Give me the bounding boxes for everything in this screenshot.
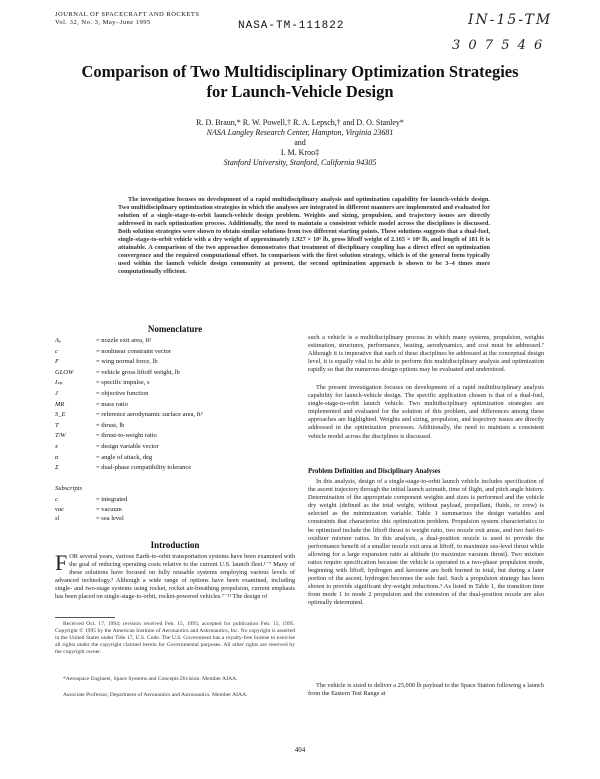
nomenclature-definition: = mass ratio	[96, 400, 128, 408]
right-paragraph-4: The vehicle is sized to deliver a 25,000 lb payload to the Space Station following a launch from the Eastern Test Range at	[308, 682, 544, 698]
nomenclature-definition: = integrated	[96, 496, 128, 503]
nomenclature-definition: = reference aerodynamic surface area, ft²	[96, 411, 203, 419]
subscripts-heading: Subscripts	[55, 485, 83, 492]
introduction-text: OR several years, various Earth-to-orbit transportation systems have been examined with the goal of reducing operating costs relative to the current U.S. launch fleet.¹⁻⁷ Many of these solutions have focused on fully reusable systems employing various levels of advanced technology.³ Although a wide range of options have been examined, including single- and two-stage systems using rocket, rocket air-breathing propulsion, current emphasis has been placed on single-stage-to-orbit, rocket-powered vehicles.⁷⁻¹¹ The design of	[55, 553, 295, 601]
nomenclature-symbol: α	[55, 453, 59, 461]
footnote-rule	[55, 617, 115, 618]
nomenclature-symbol: vac	[55, 505, 65, 513]
nomenclature-definition: = thrust-to-weight ratio	[96, 432, 157, 440]
nomenclature-symbol: GLOW	[55, 368, 74, 376]
nomenclature-symbol: J	[55, 390, 58, 397]
nomenclature-definition: = vacuum	[96, 505, 122, 513]
footnote-received: Received Oct. 17, 1994; revision received Feb. 15, 1995; accepted for publication Feb. 15, 1995. Copyright © 1995 by the American Institute of Aeronautics and Astronautics, Inc. No copyright is asserted in the United States under Title 17, U.S. Code. The U.S. Government has a royalty-free license to exercise all rights under the copyright claimed herein for Governmental purposes. All other rights are reserved by the copyright owner.	[55, 621, 295, 655]
nomenclature-symbol: MR	[55, 400, 65, 408]
abstract: The investigation focuses on development of a rapid multidisciplinary analysis and optimization capability for launch-vehicle design. Two multidisciplinary optimization strategies in which the analyses are integrated in different manners are implemented and evaluated for solution of a single-stage-to-orbit launch-vehicle design problem. Weights and sizing, propulsion, and trajectory issues are directly addressed in each optimization process. Additionally, the need to maintain a consistent vehicle model across the disciplines is discussed. Both solution strategies were shown to obtain similar solutions from two different starting points. These solutions suggests that a dual-fuel, single-stage-to-orbit vehicle with a dry weight of approximately 1.927 × 10⁵ lb, gross liftoff weight of 2.165 × 10⁶ lb, and length of 181 ft is attainable. A comparison of the two approaches demonstrates that treatment of disciplinary coupling has a direct effect on optimization convergence and the required computational effort. In comparison with the first solution strategy, which is of the general form typically used within the launch vehicle design community at present, the second optimization approach is shown to be 3–4 times more computationally efficient.	[118, 196, 490, 275]
nomenclature-symbol: T/W	[55, 432, 66, 440]
introduction-paragraph	[55, 550, 295, 602]
footnote-dagger: Associate Professor, Department of Aeronautics and Astronautics. Member AIAA.	[63, 692, 248, 698]
nomenclature-definition: = sea level	[96, 515, 124, 522]
nomenclature-heading: Nomenclature	[147, 324, 203, 334]
nomenclature-definition: = vehicle gross liftoff weight, lb	[96, 368, 180, 376]
nomenclature-definition: = design variable vector	[96, 443, 159, 450]
nomenclature-symbol: S_E	[55, 411, 66, 419]
section-heading-problem: Problem Definition and Disciplinary Analyses	[308, 468, 441, 475]
nomenclature-symbol: sl	[55, 515, 60, 522]
nomenclature-definition: = wing normal force, lb	[96, 358, 158, 366]
paper-title	[0, 62, 600, 102]
nomenclature-symbol: c	[55, 347, 58, 355]
introduction-heading: Introduction	[150, 540, 200, 550]
nomenclature-symbol: F	[55, 358, 59, 366]
authors-line-2: I. M. Kroo‡	[280, 148, 320, 157]
handwritten-category: IN-15-TM	[468, 12, 553, 28]
handwritten-number: 3 0 7 5 4 6	[452, 38, 545, 53]
nomenclature-definition: = nozzle exit area, ft²	[96, 337, 152, 344]
affiliation-1: NASA Langley Research Center, Hampton, Virginia 23681	[206, 128, 394, 137]
authors-line-1: R. D. Braun,* R. W. Powell,† R. A. Lepsch,† and D. O. Stanley*	[196, 118, 404, 127]
footnote-star: *Aerospace Engineer, Space Systems and Concepts Division. Member AIAA.	[63, 676, 238, 682]
journal-name: JOURNAL OF SPACECRAFT AND ROCKETS	[55, 11, 200, 18]
report-number: NASA-TM-111822	[238, 20, 345, 32]
authors-and: and	[294, 138, 306, 147]
nomenclature-definition: = specific impulse, s	[96, 379, 150, 387]
nomenclature-symbol: Aₑ	[55, 337, 61, 344]
title-line-2: for Launch-Vehicle Design	[206, 82, 394, 101]
nomenclature-symbol: c	[55, 496, 58, 503]
nomenclature-symbol: x	[55, 443, 58, 450]
right-paragraph-1: such a vehicle is a multidisciplinary process in which many systems, propulsion, weights estimation, structures, performance, heating, aerodynamics, and cost must be addressed.⁷ Although it is imperative that each of these disciplines be addressed at the conceptual design level, it is equally vital to be able to perform this multidisciplinary analysis and optimization rapidly so that the numerous design options may be evaluated and understood.	[308, 334, 544, 374]
nomenclature-definition: = thrust, lb	[96, 421, 125, 429]
journal-header	[55, 11, 200, 27]
nomenclature-definition: = nonlinear constraint vector	[96, 347, 171, 355]
nomenclature-definition: = dual-phase compatibility tolerance	[96, 464, 192, 472]
nomenclature-symbol: Iₛₚ	[55, 379, 63, 387]
affiliation-2: Stanford University, Stanford, California 94305	[223, 158, 377, 167]
author-block	[0, 118, 600, 168]
drop-cap: F	[55, 550, 68, 575]
page-number: 404	[294, 746, 306, 754]
nomenclature-definition: = angle of attack, deg	[96, 453, 153, 461]
nomenclature-definition: = objective function	[96, 390, 149, 397]
nomenclature-symbol: Σ	[55, 464, 59, 472]
journal-volume: Vol. 32, No. 3, May–June 1995	[55, 19, 151, 26]
title-line-1: Comparison of Two Multidisciplinary Optimization Strategies	[81, 62, 519, 81]
right-paragraph-2: The present investigation focuses on development of a rapid multidisciplinary analysis capability for launch-vehicle design. The specific application chosen is that of a dual-fuel, single-stage-to-orbit launch vehicle. Two multidisciplinary optimization strategies are implemented and evaluated for the solution of this problem, and differences among these approaches are highlighted. Weights and sizing, propulsion, and trajectory issues are directly addressed in the optimization processes. Additionally, the need to maintain a consistent vehicle model across the disciplines is discussed.	[308, 384, 544, 440]
nomenclature-symbol: T	[55, 421, 59, 429]
right-paragraph-3: In this analysis, design of a single-stage-to-orbit launch vehicle includes specification of the ascent trajectory through the initial launch azimuth, time of flight, and pitch angle history. Determination of the appropriate component weights and sizes is performed and the vehicle dry weight (defined as the total weight, without payload, propellant, fluids, or crew) is selected as the minimization variable. Table 1 summarizes the design variables and constraints that characterize this optimization problem. Propulsion system characteristics to be optimized include the liftoff thrust to weight ratio, two nozzle exit areas, and two fuel-to-oxidizer mixture ratios. In this analysis, a dual-position nozzle is used to provide the performance benefit of a smaller nozzle exit area at liftoff, to maximize sea-level thrust while allowing for a large expansion ratio at altitude (to maximize vacuum thrust). Two mixture ratios require specification because the vehicle is operated in a two-phase propulsion mode, beginning with liftoff, hydrogen and kerosene are both burned in total, but during a later portion of the ascent, hydrogen becomes the sole fuel. Such a propulsion strategy has been shown to provide significant dry-weight reductions.⁹ As listed in Table 1, the transition time from mode 1 to mode 2 propulsion and the extension of the dual-position nozzle are also optimally determined.	[308, 478, 544, 607]
